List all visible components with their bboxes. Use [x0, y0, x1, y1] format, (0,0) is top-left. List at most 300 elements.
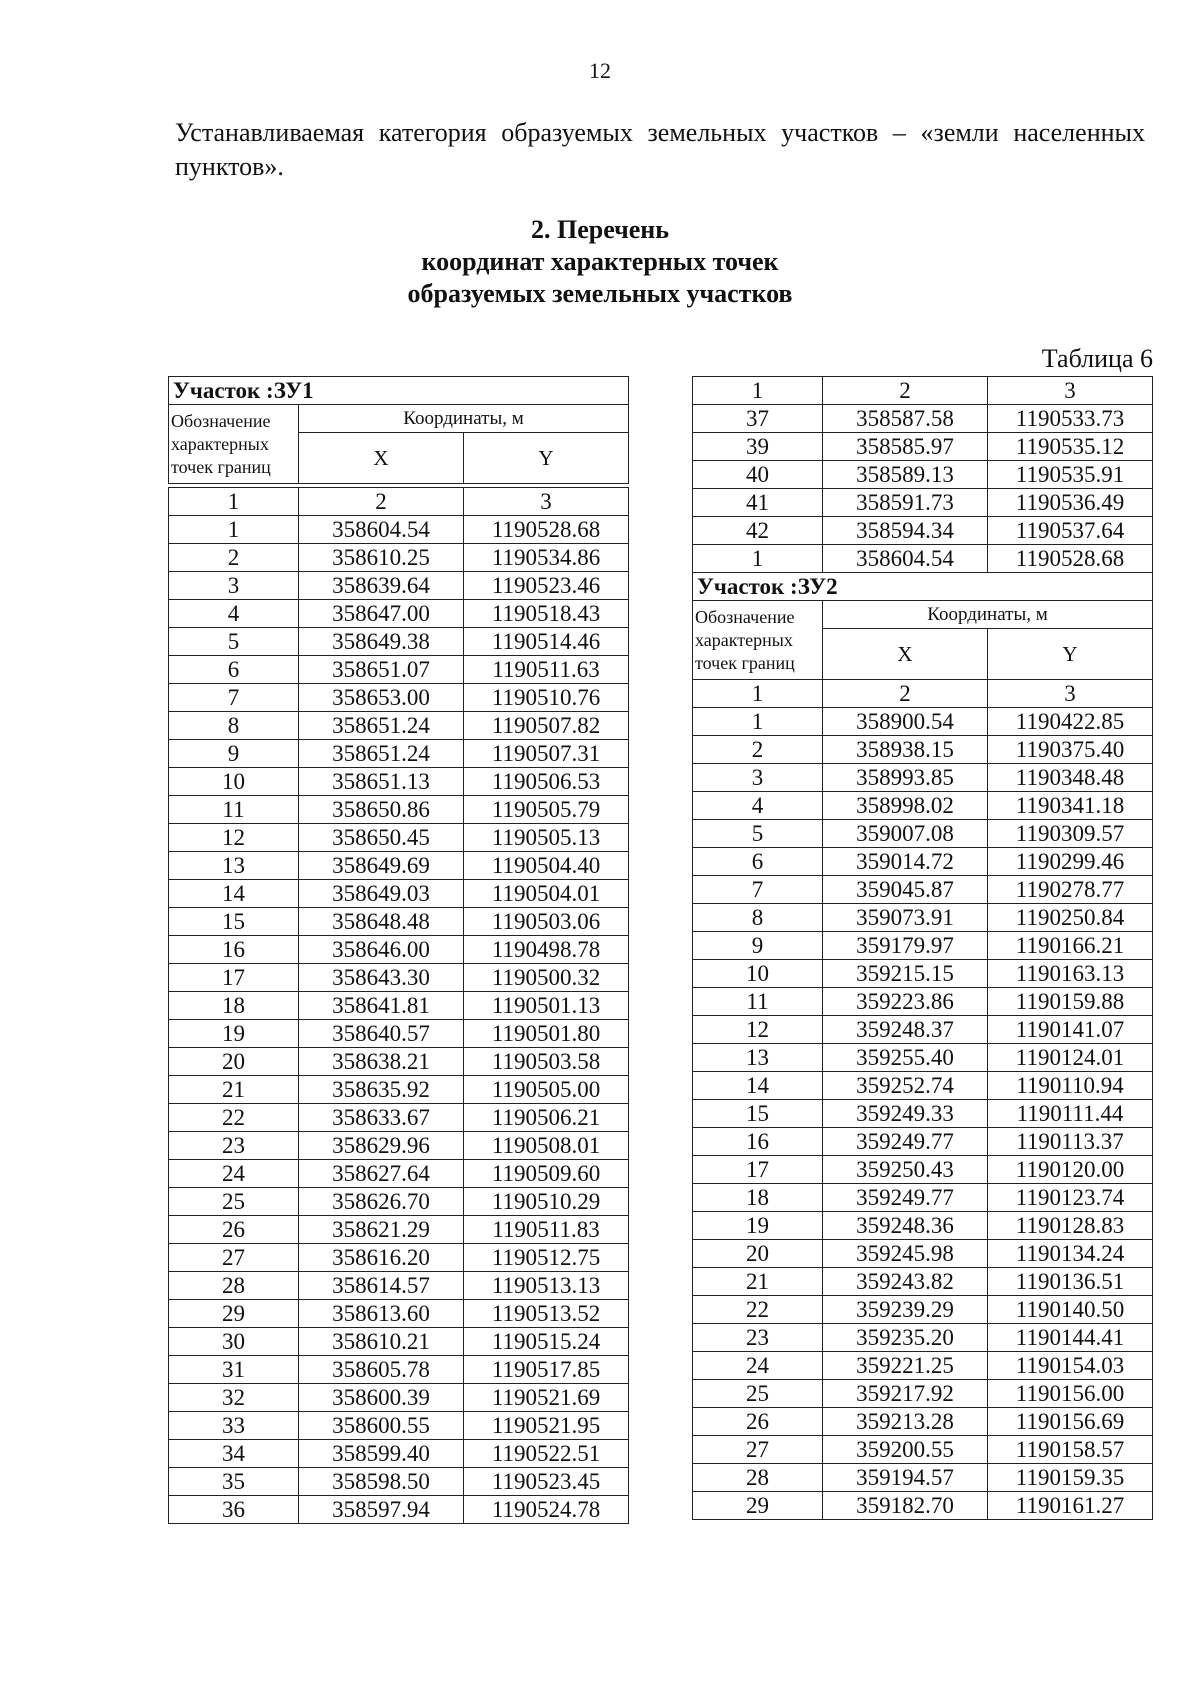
table-row [169, 572, 629, 600]
table-row [169, 684, 629, 712]
table-row [693, 1436, 1153, 1464]
x-coordinate: 359073.91 [823, 904, 988, 932]
y-coordinate: 1190159.88 [988, 988, 1153, 1016]
y-coordinate: 1190528.68 [988, 545, 1153, 573]
table-row [169, 880, 629, 908]
point-number: 31 [169, 1356, 299, 1384]
page-number: 12 [589, 58, 611, 83]
x-coordinate: 359014.72 [823, 848, 988, 876]
point-number: 1 [693, 708, 823, 736]
y-header: Y [464, 433, 629, 484]
y-coordinate: 1190159.35 [988, 1464, 1153, 1492]
y-coordinate: 1190509.60 [464, 1160, 629, 1188]
y-coordinate: 1190341.18 [988, 792, 1153, 820]
column-number-header: 3 [464, 488, 629, 516]
x-coordinate: 358649.69 [299, 852, 464, 880]
y-coordinate: 1190514.46 [464, 628, 629, 656]
x-coordinate: 359248.37 [823, 1016, 988, 1044]
y-coordinate: 1190528.68 [464, 516, 629, 544]
point-number: 7 [169, 684, 299, 712]
column-number-header: 1 [693, 680, 823, 708]
y-coordinate: 1190512.75 [464, 1244, 629, 1272]
y-coordinate: 1190504.40 [464, 852, 629, 880]
table-row [169, 544, 629, 572]
y-coordinate: 1190521.69 [464, 1384, 629, 1412]
y-coordinate: 1190161.27 [988, 1492, 1153, 1520]
y-coordinate: 1190537.64 [988, 517, 1153, 545]
table-row [169, 712, 629, 740]
table-row [693, 433, 1153, 461]
table-row [169, 1300, 629, 1328]
table-row [693, 545, 1153, 573]
table-row [169, 656, 629, 684]
intro-paragraph: Устанавливаемая категория образуемых земельных участков – «земли населенных пунктов». [175, 118, 1145, 181]
point-number: 11 [169, 796, 299, 824]
y-coordinate: 1190506.53 [464, 768, 629, 796]
point-number: 16 [693, 1128, 823, 1156]
table-row [169, 852, 629, 880]
point-number: 23 [693, 1324, 823, 1352]
table-row [169, 1216, 629, 1244]
point-number: 40 [693, 461, 823, 489]
point-number: 28 [169, 1272, 299, 1300]
table-row [169, 936, 629, 964]
x-coordinate: 359248.36 [823, 1212, 988, 1240]
point-number: 6 [693, 848, 823, 876]
x-coordinate: 359182.70 [823, 1492, 988, 1520]
point-number: 15 [169, 908, 299, 936]
x-coordinate: 358651.24 [299, 740, 464, 768]
point-number: 41 [693, 489, 823, 517]
point-number: 37 [693, 405, 823, 433]
y-coordinate: 1190511.63 [464, 656, 629, 684]
x-coordinate: 359235.20 [823, 1324, 988, 1352]
table-row [169, 1356, 629, 1384]
table-row [693, 1408, 1153, 1436]
y-coordinate: 1190154.03 [988, 1352, 1153, 1380]
table-row [169, 1384, 629, 1412]
table-row [693, 1352, 1153, 1380]
table-row [169, 600, 629, 628]
designation-header: Обозначение характерных точек границ [169, 405, 299, 484]
y-coordinate: 1190144.41 [988, 1324, 1153, 1352]
plot2-coordinates-table [692, 376, 1153, 1520]
table-row [169, 908, 629, 936]
x-coordinate: 358591.73 [823, 489, 988, 517]
y-coordinate: 1190158.57 [988, 1436, 1153, 1464]
x-coordinate: 358600.39 [299, 1384, 464, 1412]
table-row [693, 792, 1153, 820]
point-number: 34 [169, 1440, 299, 1468]
point-number: 26 [693, 1408, 823, 1436]
x-coordinate: 358616.20 [299, 1244, 464, 1272]
x-coordinate: 359249.33 [823, 1100, 988, 1128]
y-coordinate: 1190141.07 [988, 1016, 1153, 1044]
point-number: 18 [169, 992, 299, 1020]
x-coordinate: 359255.40 [823, 1044, 988, 1072]
table-row [169, 992, 629, 1020]
y-coordinate: 1190134.24 [988, 1240, 1153, 1268]
point-number: 24 [169, 1160, 299, 1188]
x-coordinate: 358900.54 [823, 708, 988, 736]
x-coordinate: 359239.29 [823, 1296, 988, 1324]
table-row [169, 628, 629, 656]
table-row [169, 1412, 629, 1440]
table-row [169, 1048, 629, 1076]
x-coordinate: 359221.25 [823, 1352, 988, 1380]
x-coordinate: 359223.86 [823, 988, 988, 1016]
point-number: 15 [693, 1100, 823, 1128]
x-coordinate: 359249.77 [823, 1184, 988, 1212]
x-coordinate: 358640.57 [299, 1020, 464, 1048]
y-coordinate: 1190511.83 [464, 1216, 629, 1244]
x-coordinate: 358643.30 [299, 964, 464, 992]
y-coordinate: 1190503.58 [464, 1048, 629, 1076]
y-coordinate: 1190534.86 [464, 544, 629, 572]
y-coordinate: 1190510.76 [464, 684, 629, 712]
x-coordinate: 358585.97 [823, 433, 988, 461]
point-number: 4 [169, 600, 299, 628]
y-coordinate: 1190523.45 [464, 1468, 629, 1496]
table-row [693, 876, 1153, 904]
table-row [169, 1496, 629, 1524]
point-number: 14 [693, 1072, 823, 1100]
table-row [169, 768, 629, 796]
table-row [169, 1132, 629, 1160]
y-coordinate: 1190515.24 [464, 1328, 629, 1356]
y-coordinate: 1190523.46 [464, 572, 629, 600]
point-number: 26 [169, 1216, 299, 1244]
y-coordinate: 1190156.69 [988, 1408, 1153, 1436]
x-coordinate: 358599.40 [299, 1440, 464, 1468]
y-coordinate: 1190124.01 [988, 1044, 1153, 1072]
table-row [693, 1072, 1153, 1100]
point-number: 5 [169, 628, 299, 656]
y-coordinate: 1190513.52 [464, 1300, 629, 1328]
x-coordinate: 359252.74 [823, 1072, 988, 1100]
x-coordinate: 358610.21 [299, 1328, 464, 1356]
table-row [693, 1212, 1153, 1240]
table-row [169, 740, 629, 768]
y-coordinate: 1190522.51 [464, 1440, 629, 1468]
x-coordinate: 359179.97 [823, 932, 988, 960]
table-row [693, 708, 1153, 736]
point-number: 12 [693, 1016, 823, 1044]
x-coordinate: 358649.03 [299, 880, 464, 908]
y-coordinate: 1190111.44 [988, 1100, 1153, 1128]
y-coordinate: 1190348.48 [988, 764, 1153, 792]
point-number: 27 [693, 1436, 823, 1464]
plot1-title: Участок :ЗУ1 [169, 377, 629, 405]
table-row [693, 820, 1153, 848]
y-coordinate: 1190422.85 [988, 708, 1153, 736]
table-row [169, 516, 629, 544]
column-number-header: 1 [693, 377, 823, 405]
table-row [693, 1492, 1153, 1520]
section-heading [0, 214, 1200, 310]
point-number: 2 [169, 544, 299, 572]
x-coordinate: 358998.02 [823, 792, 988, 820]
y-coordinate: 1190136.51 [988, 1268, 1153, 1296]
table-row [693, 736, 1153, 764]
x-header: X [299, 433, 464, 484]
x-coordinate: 359215.15 [823, 960, 988, 988]
y-coordinate: 1190120.00 [988, 1156, 1153, 1184]
column-number-header: 2 [299, 488, 464, 516]
point-number: 9 [693, 932, 823, 960]
table-row [169, 796, 629, 824]
table-row [693, 1100, 1153, 1128]
table-row [693, 1156, 1153, 1184]
x-coordinate: 358604.54 [823, 545, 988, 573]
x-coordinate: 359243.82 [823, 1268, 988, 1296]
point-number: 24 [693, 1352, 823, 1380]
point-number: 6 [169, 656, 299, 684]
x-coordinate: 358600.55 [299, 1412, 464, 1440]
y-coordinate: 1190535.91 [988, 461, 1153, 489]
table-row [169, 1272, 629, 1300]
table-row [693, 1464, 1153, 1492]
point-number: 36 [169, 1496, 299, 1524]
y-coordinate: 1190140.50 [988, 1296, 1153, 1324]
y-coordinate: 1190506.21 [464, 1104, 629, 1132]
point-number: 9 [169, 740, 299, 768]
x-coordinate: 359194.57 [823, 1464, 988, 1492]
x-coordinate: 358610.25 [299, 544, 464, 572]
y-coordinate: 1190504.01 [464, 880, 629, 908]
table-row [693, 960, 1153, 988]
point-number: 17 [693, 1156, 823, 1184]
x-coordinate: 358651.13 [299, 768, 464, 796]
y-coordinate: 1190163.13 [988, 960, 1153, 988]
table-row [693, 1184, 1153, 1212]
table-row [693, 1268, 1153, 1296]
point-number: 4 [693, 792, 823, 820]
x-coordinate: 358647.00 [299, 600, 464, 628]
designation-header: Обозначение характерных точек границ [693, 601, 823, 680]
table-row [169, 1440, 629, 1468]
y-coordinate: 1190505.00 [464, 1076, 629, 1104]
point-number: 11 [693, 988, 823, 1016]
x-coordinate: 358938.15 [823, 736, 988, 764]
x-coordinate: 358641.81 [299, 992, 464, 1020]
table-row [169, 1328, 629, 1356]
y-coordinate: 1190510.29 [464, 1188, 629, 1216]
y-coordinate: 1190113.37 [988, 1128, 1153, 1156]
table-row [693, 405, 1153, 433]
point-number: 13 [169, 852, 299, 880]
point-number: 21 [169, 1076, 299, 1104]
point-number: 22 [169, 1104, 299, 1132]
x-coordinate: 359213.28 [823, 1408, 988, 1436]
point-number: 3 [693, 764, 823, 792]
y-coordinate: 1190501.13 [464, 992, 629, 1020]
y-coordinate: 1190156.00 [988, 1380, 1153, 1408]
y-coordinate: 1190536.49 [988, 489, 1153, 517]
point-number: 10 [169, 768, 299, 796]
x-coordinate: 358587.58 [823, 405, 988, 433]
y-coordinate: 1190500.32 [464, 964, 629, 992]
y-coordinate: 1190166.21 [988, 932, 1153, 960]
point-number: 1 [169, 516, 299, 544]
y-coordinate: 1190505.79 [464, 796, 629, 824]
point-number: 5 [693, 820, 823, 848]
y-coordinate: 1190521.95 [464, 1412, 629, 1440]
point-number: 20 [693, 1240, 823, 1268]
point-number: 35 [169, 1468, 299, 1496]
point-number: 29 [169, 1300, 299, 1328]
y-coordinate: 1190278.77 [988, 876, 1153, 904]
x-coordinate: 358633.67 [299, 1104, 464, 1132]
point-number: 29 [693, 1492, 823, 1520]
coordinates-header: Координаты, м [823, 601, 1153, 629]
point-number: 17 [169, 964, 299, 992]
heading-line-2: координат характерных точек [421, 247, 779, 276]
x-coordinate: 359217.92 [823, 1380, 988, 1408]
y-coordinate: 1190309.57 [988, 820, 1153, 848]
table-row [693, 489, 1153, 517]
column-number-header: 1 [169, 488, 299, 516]
x-coordinate: 358646.00 [299, 936, 464, 964]
x-header: X [823, 629, 988, 680]
table-row [169, 1244, 629, 1272]
point-number: 8 [693, 904, 823, 932]
x-coordinate: 358598.50 [299, 1468, 464, 1496]
table-row [169, 964, 629, 992]
table-row [693, 1324, 1153, 1352]
point-number: 3 [169, 572, 299, 600]
y-coordinate: 1190533.73 [988, 405, 1153, 433]
y-coordinate: 1190507.82 [464, 712, 629, 740]
y-coordinate: 1190250.84 [988, 904, 1153, 932]
table-row [693, 517, 1153, 545]
table-row [693, 1016, 1153, 1044]
y-coordinate: 1190299.46 [988, 848, 1153, 876]
column-number-header: 2 [823, 377, 988, 405]
table-row [169, 1020, 629, 1048]
column-number-header: 3 [988, 377, 1153, 405]
point-number: 30 [169, 1328, 299, 1356]
table-caption: Таблица 6 [1041, 344, 1153, 373]
x-coordinate: 358605.78 [299, 1356, 464, 1384]
point-number: 12 [169, 824, 299, 852]
table-row [169, 1104, 629, 1132]
heading-line-3: образуемых земельных участков [407, 279, 793, 308]
x-coordinate: 358626.70 [299, 1188, 464, 1216]
y-coordinate: 1190110.94 [988, 1072, 1153, 1100]
column-number-header: 3 [988, 680, 1153, 708]
table-row [693, 988, 1153, 1016]
x-coordinate: 358597.94 [299, 1496, 464, 1524]
y-coordinate: 1190375.40 [988, 736, 1153, 764]
point-number: 16 [169, 936, 299, 964]
x-coordinate: 358621.29 [299, 1216, 464, 1244]
x-coordinate: 358589.13 [823, 461, 988, 489]
table-row [693, 1380, 1153, 1408]
point-number: 14 [169, 880, 299, 908]
x-coordinate: 358627.64 [299, 1160, 464, 1188]
table-row [169, 1188, 629, 1216]
point-number: 19 [693, 1212, 823, 1240]
x-coordinate: 358614.57 [299, 1272, 464, 1300]
x-coordinate: 359250.43 [823, 1156, 988, 1184]
point-number: 18 [693, 1184, 823, 1212]
plot2-title: Участок :ЗУ2 [693, 573, 1153, 601]
table-row [693, 1128, 1153, 1156]
point-number: 28 [693, 1464, 823, 1492]
point-number: 10 [693, 960, 823, 988]
y-header: Y [988, 629, 1153, 680]
x-coordinate: 359245.98 [823, 1240, 988, 1268]
table-row [693, 764, 1153, 792]
table-row [169, 1468, 629, 1496]
point-number: 39 [693, 433, 823, 461]
x-coordinate: 358653.00 [299, 684, 464, 712]
x-coordinate: 358638.21 [299, 1048, 464, 1076]
point-number: 1 [693, 545, 823, 573]
point-number: 22 [693, 1296, 823, 1324]
y-coordinate: 1190524.78 [464, 1496, 629, 1524]
y-coordinate: 1190517.85 [464, 1356, 629, 1384]
x-coordinate: 358651.24 [299, 712, 464, 740]
table-row [693, 932, 1153, 960]
heading-line-1: 2. Перечень [530, 215, 670, 244]
y-coordinate: 1190535.12 [988, 433, 1153, 461]
table-row [169, 824, 629, 852]
y-coordinate: 1190518.43 [464, 600, 629, 628]
x-coordinate: 358594.34 [823, 517, 988, 545]
table-row [693, 904, 1153, 932]
y-coordinate: 1190498.78 [464, 936, 629, 964]
y-coordinate: 1190123.74 [988, 1184, 1153, 1212]
table-row [693, 1240, 1153, 1268]
x-coordinate: 358650.45 [299, 824, 464, 852]
coordinates-header: Координаты, м [299, 405, 629, 433]
point-number: 42 [693, 517, 823, 545]
point-number: 27 [169, 1244, 299, 1272]
point-number: 8 [169, 712, 299, 740]
point-number: 32 [169, 1384, 299, 1412]
x-coordinate: 358604.54 [299, 516, 464, 544]
table-row [693, 1296, 1153, 1324]
point-number: 2 [693, 736, 823, 764]
point-number: 19 [169, 1020, 299, 1048]
y-coordinate: 1190513.13 [464, 1272, 629, 1300]
y-coordinate: 1190501.80 [464, 1020, 629, 1048]
point-number: 25 [693, 1380, 823, 1408]
x-coordinate: 358648.48 [299, 908, 464, 936]
table-row [693, 848, 1153, 876]
table-row [169, 1160, 629, 1188]
table-row [693, 461, 1153, 489]
y-coordinate: 1190507.31 [464, 740, 629, 768]
point-number: 7 [693, 876, 823, 904]
point-number: 23 [169, 1132, 299, 1160]
x-coordinate: 358639.64 [299, 572, 464, 600]
point-number: 33 [169, 1412, 299, 1440]
x-coordinate: 358649.38 [299, 628, 464, 656]
x-coordinate: 358613.60 [299, 1300, 464, 1328]
table-row [693, 1044, 1153, 1072]
point-number: 25 [169, 1188, 299, 1216]
y-coordinate: 1190505.13 [464, 824, 629, 852]
x-coordinate: 359249.77 [823, 1128, 988, 1156]
x-coordinate: 359200.55 [823, 1436, 988, 1464]
y-coordinate: 1190503.06 [464, 908, 629, 936]
x-coordinate: 358635.92 [299, 1076, 464, 1104]
x-coordinate: 358629.96 [299, 1132, 464, 1160]
point-number: 13 [693, 1044, 823, 1072]
